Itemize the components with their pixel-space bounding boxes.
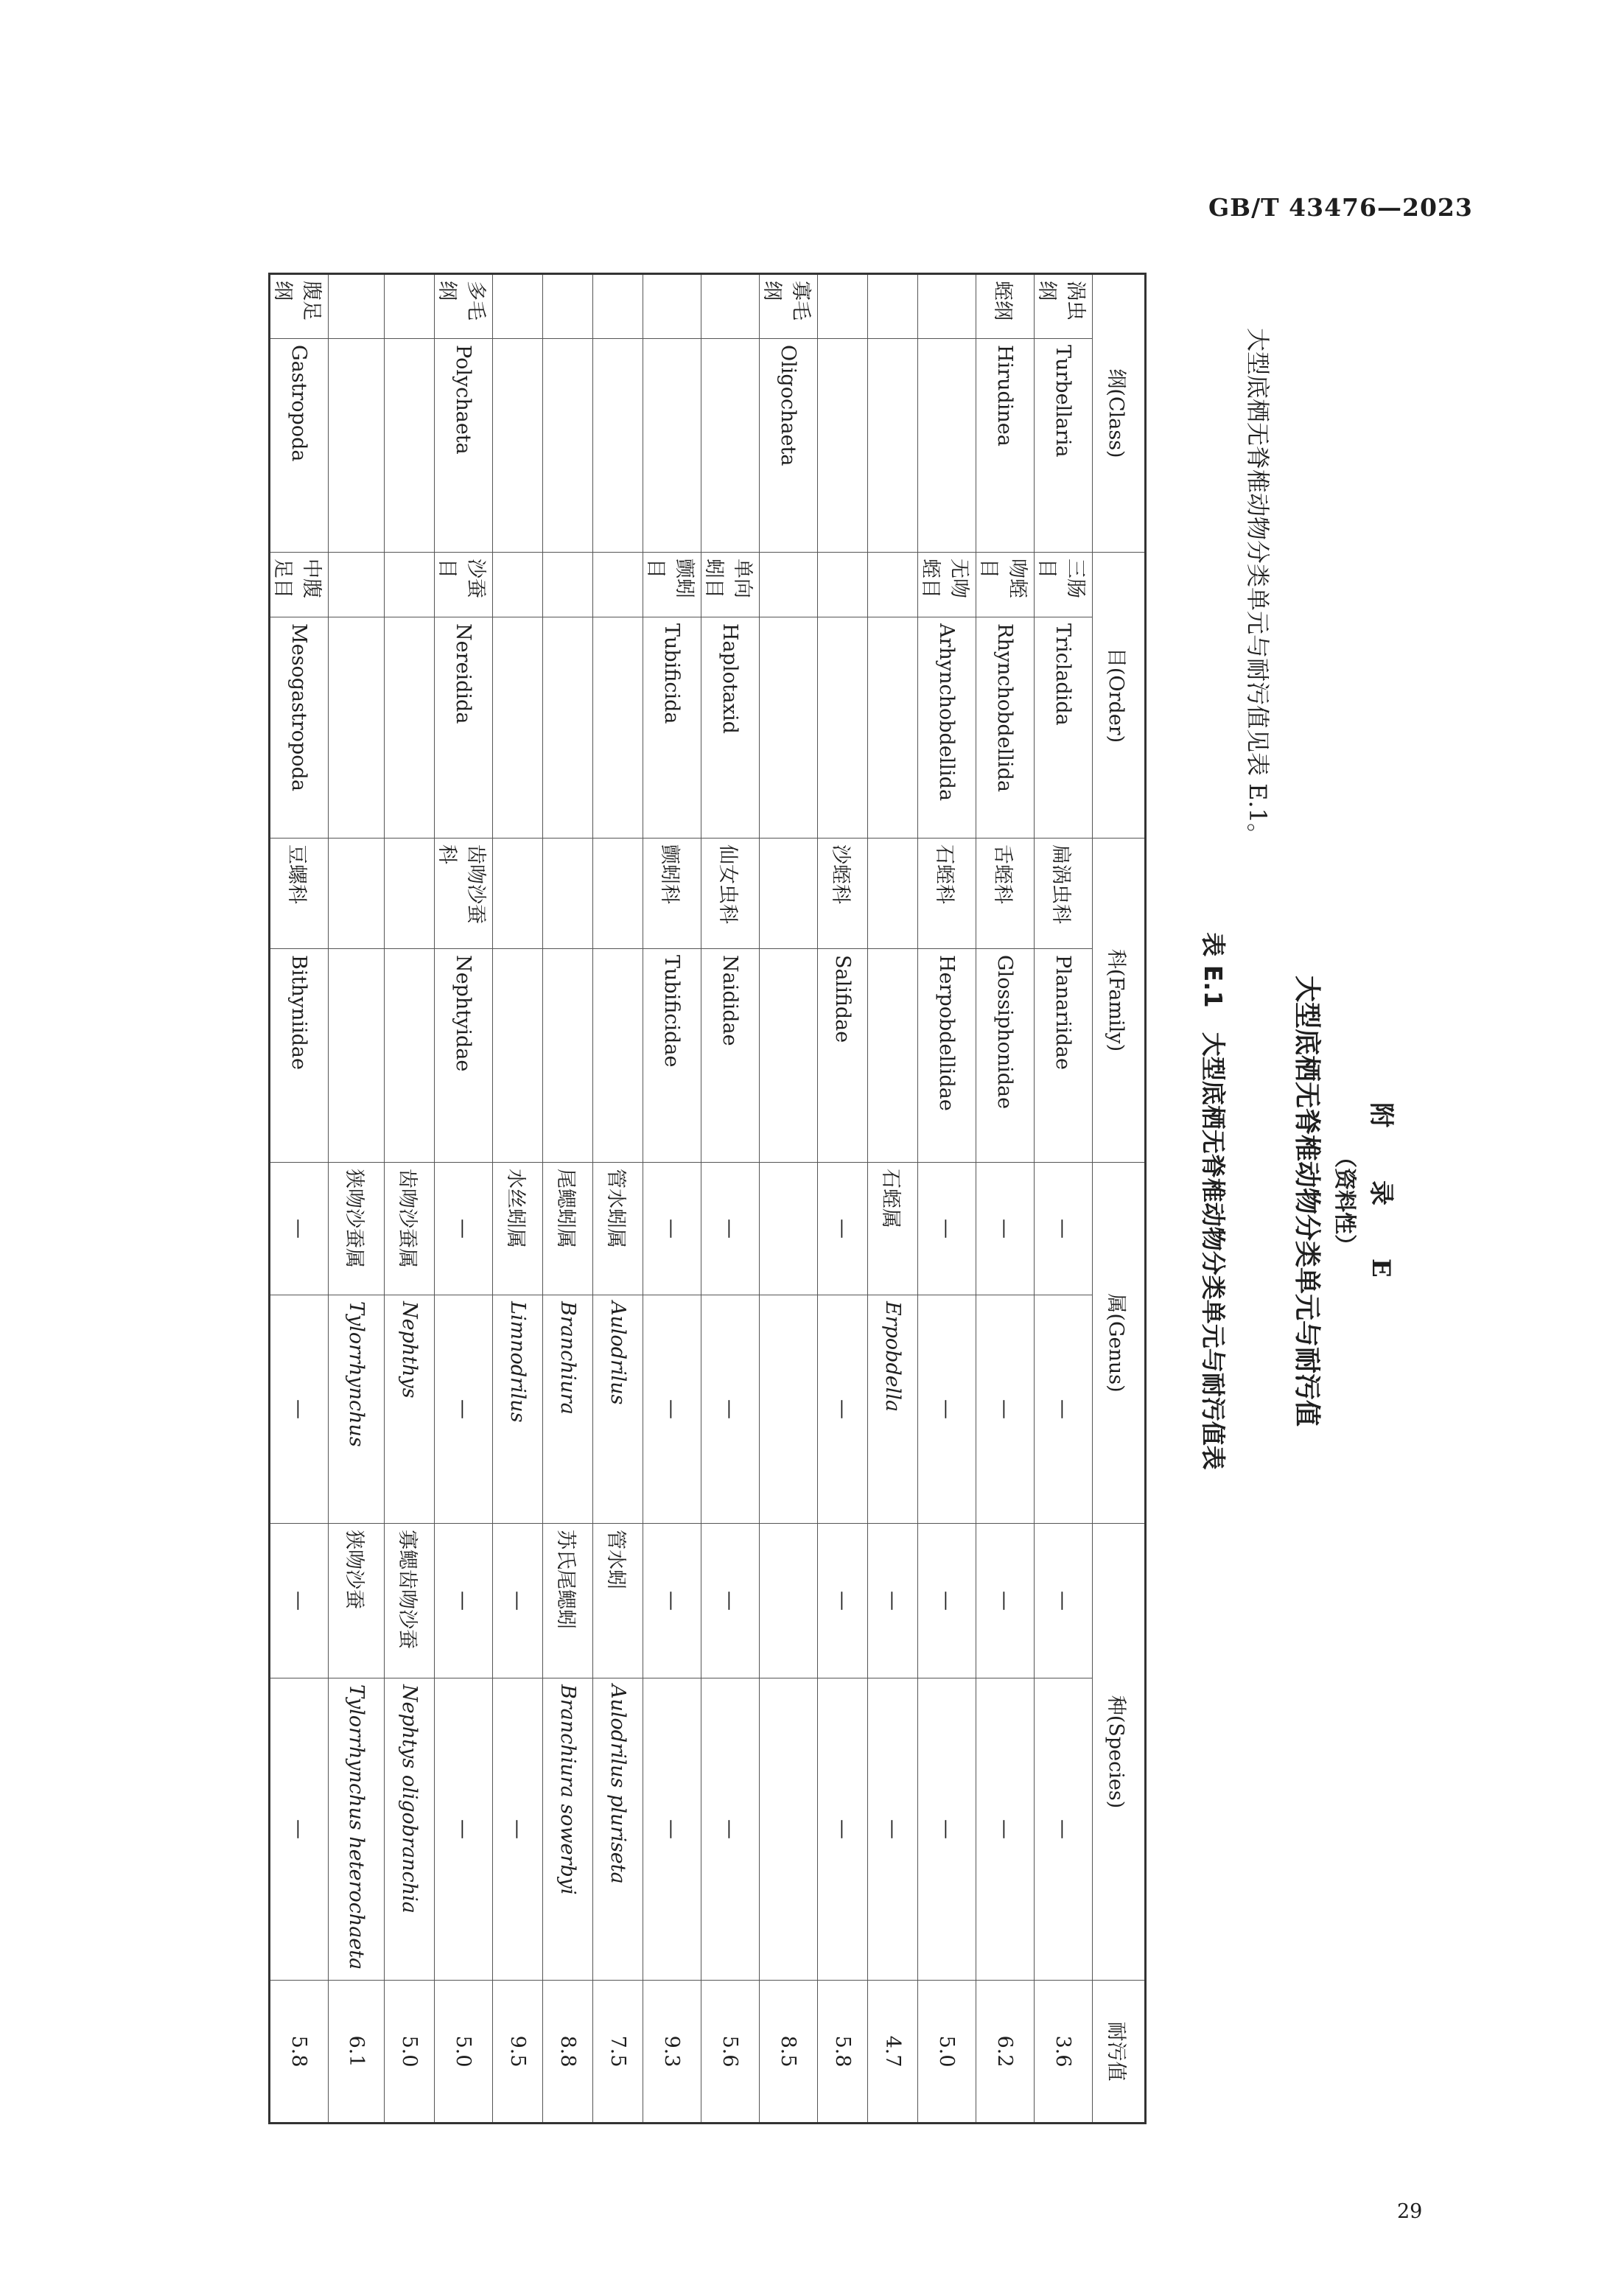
table-row bbox=[643, 274, 701, 2124]
species-latin: — bbox=[701, 1678, 760, 1981]
class-cn bbox=[385, 274, 435, 339]
species-cn: 管水蚓 bbox=[593, 1524, 643, 1678]
table-row bbox=[385, 274, 435, 2124]
order-latin: Tricladida bbox=[1035, 617, 1093, 839]
order-cn: 单向蚓目 bbox=[701, 553, 760, 617]
genus-cn: — bbox=[918, 1163, 976, 1295]
tolerance-value: 7.5 bbox=[593, 1981, 643, 2124]
order-latin bbox=[868, 617, 918, 839]
genus-cn: 水丝蚓属 bbox=[493, 1163, 543, 1295]
genus-latin: — bbox=[976, 1295, 1035, 1524]
order-cn: 中腹足目 bbox=[270, 553, 329, 617]
class-cn bbox=[329, 274, 385, 339]
species-latin: Aulodrilus pluriseta bbox=[593, 1678, 643, 1981]
order-cn: 三肠目 bbox=[1035, 553, 1093, 617]
class-latin bbox=[643, 339, 701, 553]
header-family: 科(Family) bbox=[1093, 839, 1146, 1163]
species-cn: 苏氏尾鳃蚓 bbox=[543, 1524, 593, 1678]
family-latin bbox=[593, 949, 643, 1163]
header-genus: 属(Genus) bbox=[1093, 1163, 1146, 1524]
family-cn: 仙女虫科 bbox=[701, 839, 760, 949]
class-cn bbox=[493, 274, 543, 339]
order-cn bbox=[493, 553, 543, 617]
class-cn: 涡虫纲 bbox=[1035, 274, 1093, 339]
order-cn: 无吻蛭目 bbox=[918, 553, 976, 617]
genus-cn: 尾鳃蚓属 bbox=[543, 1163, 593, 1295]
table-row bbox=[435, 274, 493, 2124]
class-latin: Polychaeta bbox=[435, 339, 493, 553]
tolerance-value: 6.2 bbox=[976, 1981, 1035, 2124]
family-latin bbox=[385, 949, 435, 1163]
species-latin: — bbox=[868, 1678, 918, 1981]
genus-cn: 狭吻沙蚕属 bbox=[329, 1163, 385, 1295]
class-latin bbox=[493, 339, 543, 553]
table-row bbox=[1035, 274, 1093, 2124]
order-cn bbox=[818, 553, 868, 617]
class-latin: Hirudinea bbox=[976, 339, 1035, 553]
class-latin bbox=[593, 339, 643, 553]
genus-latin: — bbox=[435, 1295, 493, 1524]
class-cn bbox=[643, 274, 701, 339]
family-cn bbox=[385, 839, 435, 949]
family-cn bbox=[760, 839, 818, 949]
family-latin bbox=[868, 949, 918, 1163]
genus-cn: — bbox=[701, 1163, 760, 1295]
table-header-row bbox=[1093, 274, 1146, 2124]
class-latin: Gastropoda bbox=[270, 339, 329, 553]
genus-latin: Erpobdella bbox=[868, 1295, 918, 1524]
species-cn: — bbox=[435, 1524, 493, 1678]
order-latin: Haplotaxid bbox=[701, 617, 760, 839]
tolerance-value: 5.8 bbox=[818, 1981, 868, 2124]
family-cn bbox=[543, 839, 593, 949]
class-cn: 蛭纲 bbox=[976, 274, 1035, 339]
species-cn: — bbox=[1035, 1524, 1093, 1678]
table-row bbox=[543, 274, 593, 2124]
class-latin bbox=[329, 339, 385, 553]
class-cn bbox=[543, 274, 593, 339]
order-latin bbox=[543, 617, 593, 839]
genus-latin: Nephthys bbox=[385, 1295, 435, 1524]
table-caption: 表 E.1 大型底栖无脊椎动物分类单元与耐污值表 bbox=[1199, 932, 1228, 1470]
family-latin: Tubificidae bbox=[643, 949, 701, 1163]
tolerance-value: 9.3 bbox=[643, 1981, 701, 2124]
class-latin bbox=[701, 339, 760, 553]
class-cn: 腹足纲 bbox=[270, 274, 329, 339]
genus-latin: — bbox=[643, 1295, 701, 1524]
order-latin: Tubificida bbox=[643, 617, 701, 839]
table-row bbox=[868, 274, 918, 2124]
genus-cn: — bbox=[435, 1163, 493, 1295]
table-row bbox=[918, 274, 976, 2124]
table-row bbox=[593, 274, 643, 2124]
order-latin: Nereidida bbox=[435, 617, 493, 839]
species-latin: — bbox=[976, 1678, 1035, 1981]
family-cn bbox=[593, 839, 643, 949]
species-cn: 狭吻沙蚕 bbox=[329, 1524, 385, 1678]
species-cn: — bbox=[868, 1524, 918, 1678]
class-cn bbox=[818, 274, 868, 339]
tolerance-value: 6.1 bbox=[329, 1981, 385, 2124]
class-cn bbox=[868, 274, 918, 339]
genus-cn: 管水蚓属 bbox=[593, 1163, 643, 1295]
species-latin: — bbox=[435, 1678, 493, 1981]
genus-latin: — bbox=[701, 1295, 760, 1524]
family-latin: Salifidae bbox=[818, 949, 868, 1163]
genus-latin: — bbox=[270, 1295, 329, 1524]
table-body bbox=[270, 274, 1093, 2124]
genus-cn: — bbox=[643, 1163, 701, 1295]
order-cn bbox=[329, 553, 385, 617]
species-cn: — bbox=[493, 1524, 543, 1678]
order-cn: 沙蚕目 bbox=[435, 553, 493, 617]
species-latin: — bbox=[818, 1678, 868, 1981]
tolerance-value: 9.5 bbox=[493, 1981, 543, 2124]
class-cn bbox=[701, 274, 760, 339]
order-cn bbox=[543, 553, 593, 617]
class-latin bbox=[868, 339, 918, 553]
genus-cn: — bbox=[270, 1163, 329, 1295]
family-cn bbox=[868, 839, 918, 949]
species-latin: Tylorrhynchus heterochaeta bbox=[329, 1678, 385, 1981]
class-cn: 寡毛纲 bbox=[760, 274, 818, 339]
class-cn: 多毛纲 bbox=[435, 274, 493, 339]
tolerance-value: 5.0 bbox=[385, 1981, 435, 2124]
species-latin: Branchiura sowerbyi bbox=[543, 1678, 593, 1981]
species-cn: — bbox=[818, 1524, 868, 1678]
species-latin: Nephtys oligobranchia bbox=[385, 1678, 435, 1981]
genus-cn: — bbox=[818, 1163, 868, 1295]
rotated-page-content bbox=[271, 273, 1415, 2129]
class-latin bbox=[818, 339, 868, 553]
genus-cn: 齿吻沙蚕属 bbox=[385, 1163, 435, 1295]
species-cn: 寡鳃齿吻沙蚕 bbox=[385, 1524, 435, 1678]
family-latin bbox=[493, 949, 543, 1163]
appendix-subtitle: （资料性） bbox=[1331, 1146, 1357, 1256]
header-order: 目(Order) bbox=[1093, 553, 1146, 839]
family-latin: Planariidae bbox=[1035, 949, 1093, 1163]
table-row bbox=[818, 274, 868, 2124]
order-latin bbox=[329, 617, 385, 839]
family-cn: 沙蛭科 bbox=[818, 839, 868, 949]
genus-latin: — bbox=[1035, 1295, 1093, 1524]
family-cn bbox=[329, 839, 385, 949]
species-latin bbox=[760, 1678, 818, 1981]
order-cn bbox=[385, 553, 435, 617]
genus-latin: Limnodrilus bbox=[493, 1295, 543, 1524]
class-latin: Oligochaeta bbox=[760, 339, 818, 553]
table-row bbox=[270, 274, 329, 2124]
standard-number: GB/T 43476—2023 bbox=[1208, 193, 1473, 222]
table-row bbox=[760, 274, 818, 2124]
species-cn: — bbox=[918, 1524, 976, 1678]
family-cn: 齿吻沙蚕科 bbox=[435, 839, 493, 949]
tolerance-value: 3.6 bbox=[1035, 1981, 1093, 2124]
species-latin: — bbox=[643, 1678, 701, 1981]
order-cn bbox=[760, 553, 818, 617]
species-cn: — bbox=[643, 1524, 701, 1678]
family-latin: Naididae bbox=[701, 949, 760, 1163]
genus-cn: 石蛭属 bbox=[868, 1163, 918, 1295]
family-latin bbox=[543, 949, 593, 1163]
order-latin: Arhynchobdellida bbox=[918, 617, 976, 839]
class-cn bbox=[918, 274, 976, 339]
family-cn bbox=[493, 839, 543, 949]
family-cn: 石蛭科 bbox=[918, 839, 976, 949]
genus-latin: Tylorrhynchus bbox=[329, 1295, 385, 1524]
species-latin: — bbox=[918, 1678, 976, 1981]
family-latin bbox=[329, 949, 385, 1163]
class-latin bbox=[543, 339, 593, 553]
tolerance-value: 5.6 bbox=[701, 1981, 760, 2124]
page-number: 29 bbox=[1397, 2200, 1423, 2223]
tolerance-value: 8.8 bbox=[543, 1981, 593, 2124]
family-cn: 舌蛭科 bbox=[976, 839, 1035, 949]
genus-cn: — bbox=[1035, 1163, 1093, 1295]
genus-latin: — bbox=[818, 1295, 868, 1524]
species-latin: — bbox=[1035, 1678, 1093, 1981]
header-class: 纲(Class) bbox=[1093, 274, 1146, 553]
tolerance-value: 5.0 bbox=[435, 1981, 493, 2124]
order-cn bbox=[868, 553, 918, 617]
order-cn bbox=[593, 553, 643, 617]
order-latin: Rhynchobdellida bbox=[976, 617, 1035, 839]
tolerance-value: 5.8 bbox=[270, 1981, 329, 2124]
genus-cn: — bbox=[976, 1163, 1035, 1295]
family-cn: 扁涡虫科 bbox=[1035, 839, 1093, 949]
family-latin: Herpobdellidae bbox=[918, 949, 976, 1163]
genus-latin bbox=[760, 1295, 818, 1524]
order-latin bbox=[385, 617, 435, 839]
header-species: 种(Species) bbox=[1093, 1524, 1146, 1981]
table-row bbox=[329, 274, 385, 2124]
family-latin: Bithyniidae bbox=[270, 949, 329, 1163]
order-cn: 颤蚓目 bbox=[643, 553, 701, 617]
species-cn: — bbox=[270, 1524, 329, 1678]
appendix-heading: 大型底栖无脊椎动物分类单元与耐污值 bbox=[1292, 975, 1322, 1426]
family-latin: Nephtyidae bbox=[435, 949, 493, 1163]
order-latin: Mesogastropoda bbox=[270, 617, 329, 839]
tolerance-value: 8.5 bbox=[760, 1981, 818, 2124]
order-latin bbox=[760, 617, 818, 839]
family-cn: 颤蚓科 bbox=[643, 839, 701, 949]
tolerance-value: 4.7 bbox=[868, 1981, 918, 2124]
species-latin: — bbox=[493, 1678, 543, 1981]
header-tolerance: 耐污值 bbox=[1093, 1981, 1146, 2124]
genus-latin: Aulodrilus bbox=[593, 1295, 643, 1524]
order-latin bbox=[593, 617, 643, 839]
class-latin: Turbellaria bbox=[1035, 339, 1093, 553]
appendix-title: 附 录 E bbox=[1366, 1102, 1396, 1300]
class-cn bbox=[593, 274, 643, 339]
genus-latin: — bbox=[918, 1295, 976, 1524]
table-row bbox=[493, 274, 543, 2124]
species-latin: — bbox=[270, 1678, 329, 1981]
family-latin: Glossiphonidae bbox=[976, 949, 1035, 1163]
genus-latin: Branchiura bbox=[543, 1295, 593, 1524]
genus-cn bbox=[760, 1163, 818, 1295]
class-latin bbox=[918, 339, 976, 553]
order-cn: 吻蛭目 bbox=[976, 553, 1035, 617]
class-latin bbox=[385, 339, 435, 553]
species-cn bbox=[760, 1524, 818, 1678]
species-cn: — bbox=[701, 1524, 760, 1678]
species-cn: — bbox=[976, 1524, 1035, 1678]
table-row bbox=[976, 274, 1035, 2124]
intro-paragraph: 大型底栖无脊椎动物分类单元与耐污值见表 E.1。 bbox=[1244, 328, 1272, 847]
table-row bbox=[701, 274, 760, 2124]
tolerance-value: 5.0 bbox=[918, 1981, 976, 2124]
order-latin bbox=[493, 617, 543, 839]
tolerance-table bbox=[268, 273, 1147, 2124]
family-latin bbox=[760, 949, 818, 1163]
family-cn: 豆螺科 bbox=[270, 839, 329, 949]
order-latin bbox=[818, 617, 868, 839]
